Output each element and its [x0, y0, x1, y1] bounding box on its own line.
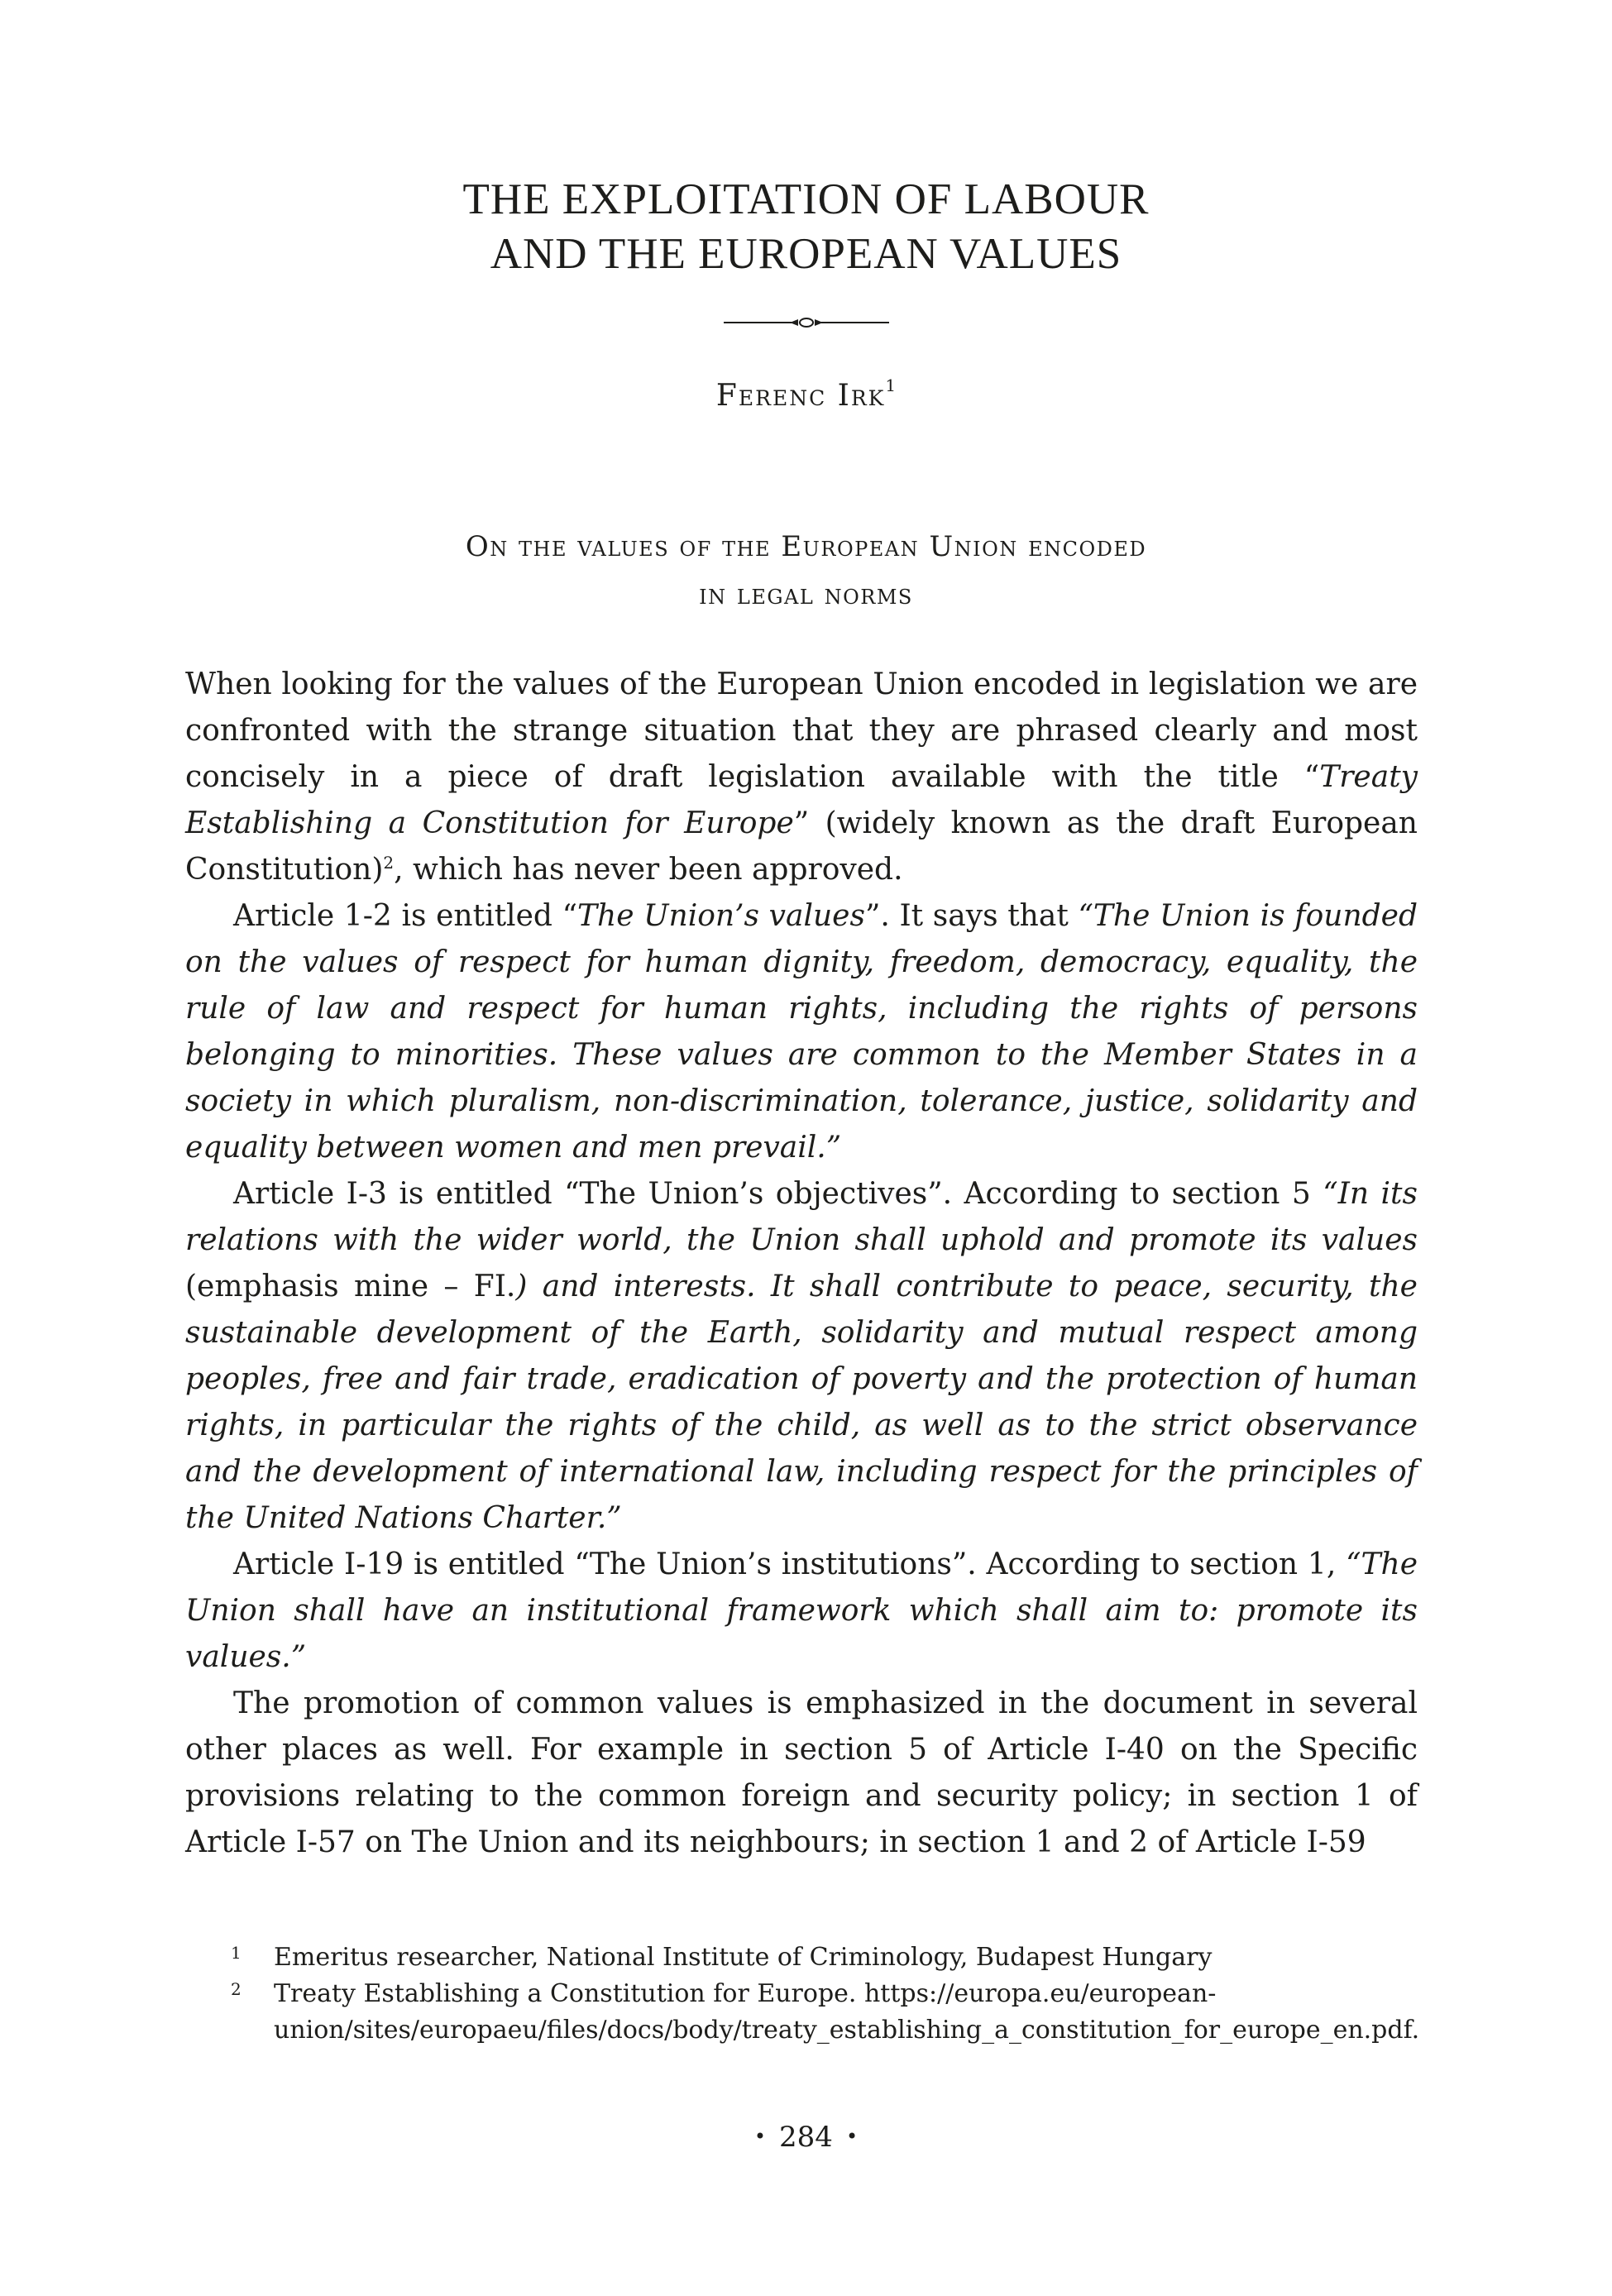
footnote-2	[231, 1976, 1418, 2049]
italic-text-run: “In its relations with the wider world, the Union shall uphold and promote its values	[185, 1177, 1418, 1257]
title-line-2: AND THE EUROPEAN VALUES	[490, 230, 1122, 278]
author-line	[0, 375, 1612, 413]
footnote-reference: 2	[383, 853, 395, 873]
italic-text-run: Treaty Establishing a Constitution for Europe	[185, 760, 1418, 840]
body-paragraph	[185, 662, 1418, 893]
body-text	[185, 662, 1418, 1866]
footnote-number: 2	[231, 1979, 242, 1999]
text-run: Article I-3 is entitled “The Union’s objectives”. According to section 5	[233, 1177, 1323, 1211]
text-run: When looking for the values of the European Union encoded in legislation we are confronted with the strange situation that they are phrased clearly and most concisely in a piece of draft legislation available with the title “	[185, 667, 1418, 794]
body-paragraph	[185, 893, 1418, 1171]
author-footnote-mark: 1	[885, 375, 897, 395]
body-paragraph	[185, 1542, 1418, 1681]
text-run: ”. It says that	[864, 899, 1079, 933]
author-name: Ferenc Irk	[715, 379, 886, 413]
line-diamond-ornament-icon	[724, 313, 889, 332]
footnote-text: Treaty Establishing a Constitution for Europe. https://europa.eu/european-union/sites/europaeu/files/docs/body/treaty_establishing_a_constitution_for_europe_en.pdf.	[274, 1979, 1420, 2045]
text-run: (emphasis mine – FI.	[185, 1270, 516, 1303]
italic-text-run: ) and interests. It shall contribute to peace, security, the sustainable development of the Earth, solidarity and mutual respect among peoples, free and fair trade, eradication of poverty and the protection of human rights, in particular the rights of the child, as well as to the strict observance and the development of international law, including respect for the principles of the United Nations Charter.”	[185, 1270, 1418, 1535]
text-run: , which has never been approved.	[394, 853, 903, 887]
section-heading	[0, 523, 1612, 619]
italic-text-run: “The Union shall have an institutional framework which shall aim to: promote its values.”	[185, 1547, 1418, 1674]
title-line-1: THE EXPLOITATION OF LABOUR	[462, 175, 1150, 223]
text-run: Article I-19 is entitled “The Union’s institutions”. According to section 1,	[233, 1547, 1347, 1581]
italic-text-run: “The Union is founded on the values of respect for human dignity, freedom, democracy, equality, the rule of law and respect for human rights, including the rights of persons belonging to minorities. These values are common to the Member States in a society in which pluralism, non-discrimination, tolerance, justice, solidarity and equality between women and men prevail.”	[185, 899, 1418, 1165]
page-number-footer	[0, 2121, 1612, 2154]
body-paragraph	[185, 1681, 1418, 1866]
text-run: Article 1-2 is entitled “	[233, 899, 577, 933]
article-title	[0, 172, 1612, 281]
italic-text-run: The Union’s values	[577, 899, 865, 933]
footnote-text: Emeritus researcher, National Institute of Criminology, Budapest Hungary	[274, 1943, 1213, 1972]
footnote-1	[231, 1940, 1418, 1976]
body-paragraph	[185, 1171, 1418, 1542]
bullet-icon: •	[753, 2125, 767, 2148]
section-heading-line-1: On the values of the European Union encoded	[465, 530, 1147, 563]
section-heading-line-2: in legal norms	[699, 578, 913, 611]
page-number: 284	[779, 2121, 833, 2154]
text-run: ” (widely known as the draft European Constitution)	[185, 806, 1418, 887]
bullet-icon: •	[845, 2125, 859, 2148]
footnote-number: 1	[231, 1943, 242, 1963]
footnotes	[231, 1940, 1418, 2049]
text-run: The promotion of common values is emphasized in the document in several other places as well. For example in section 5 of Article I-40 on the Specific provisions relating to the common foreign and security policy; in section 1 of Article I-57 on The Union and its neighbours; in section 1 and 2 of Article I-59	[185, 1686, 1418, 1859]
